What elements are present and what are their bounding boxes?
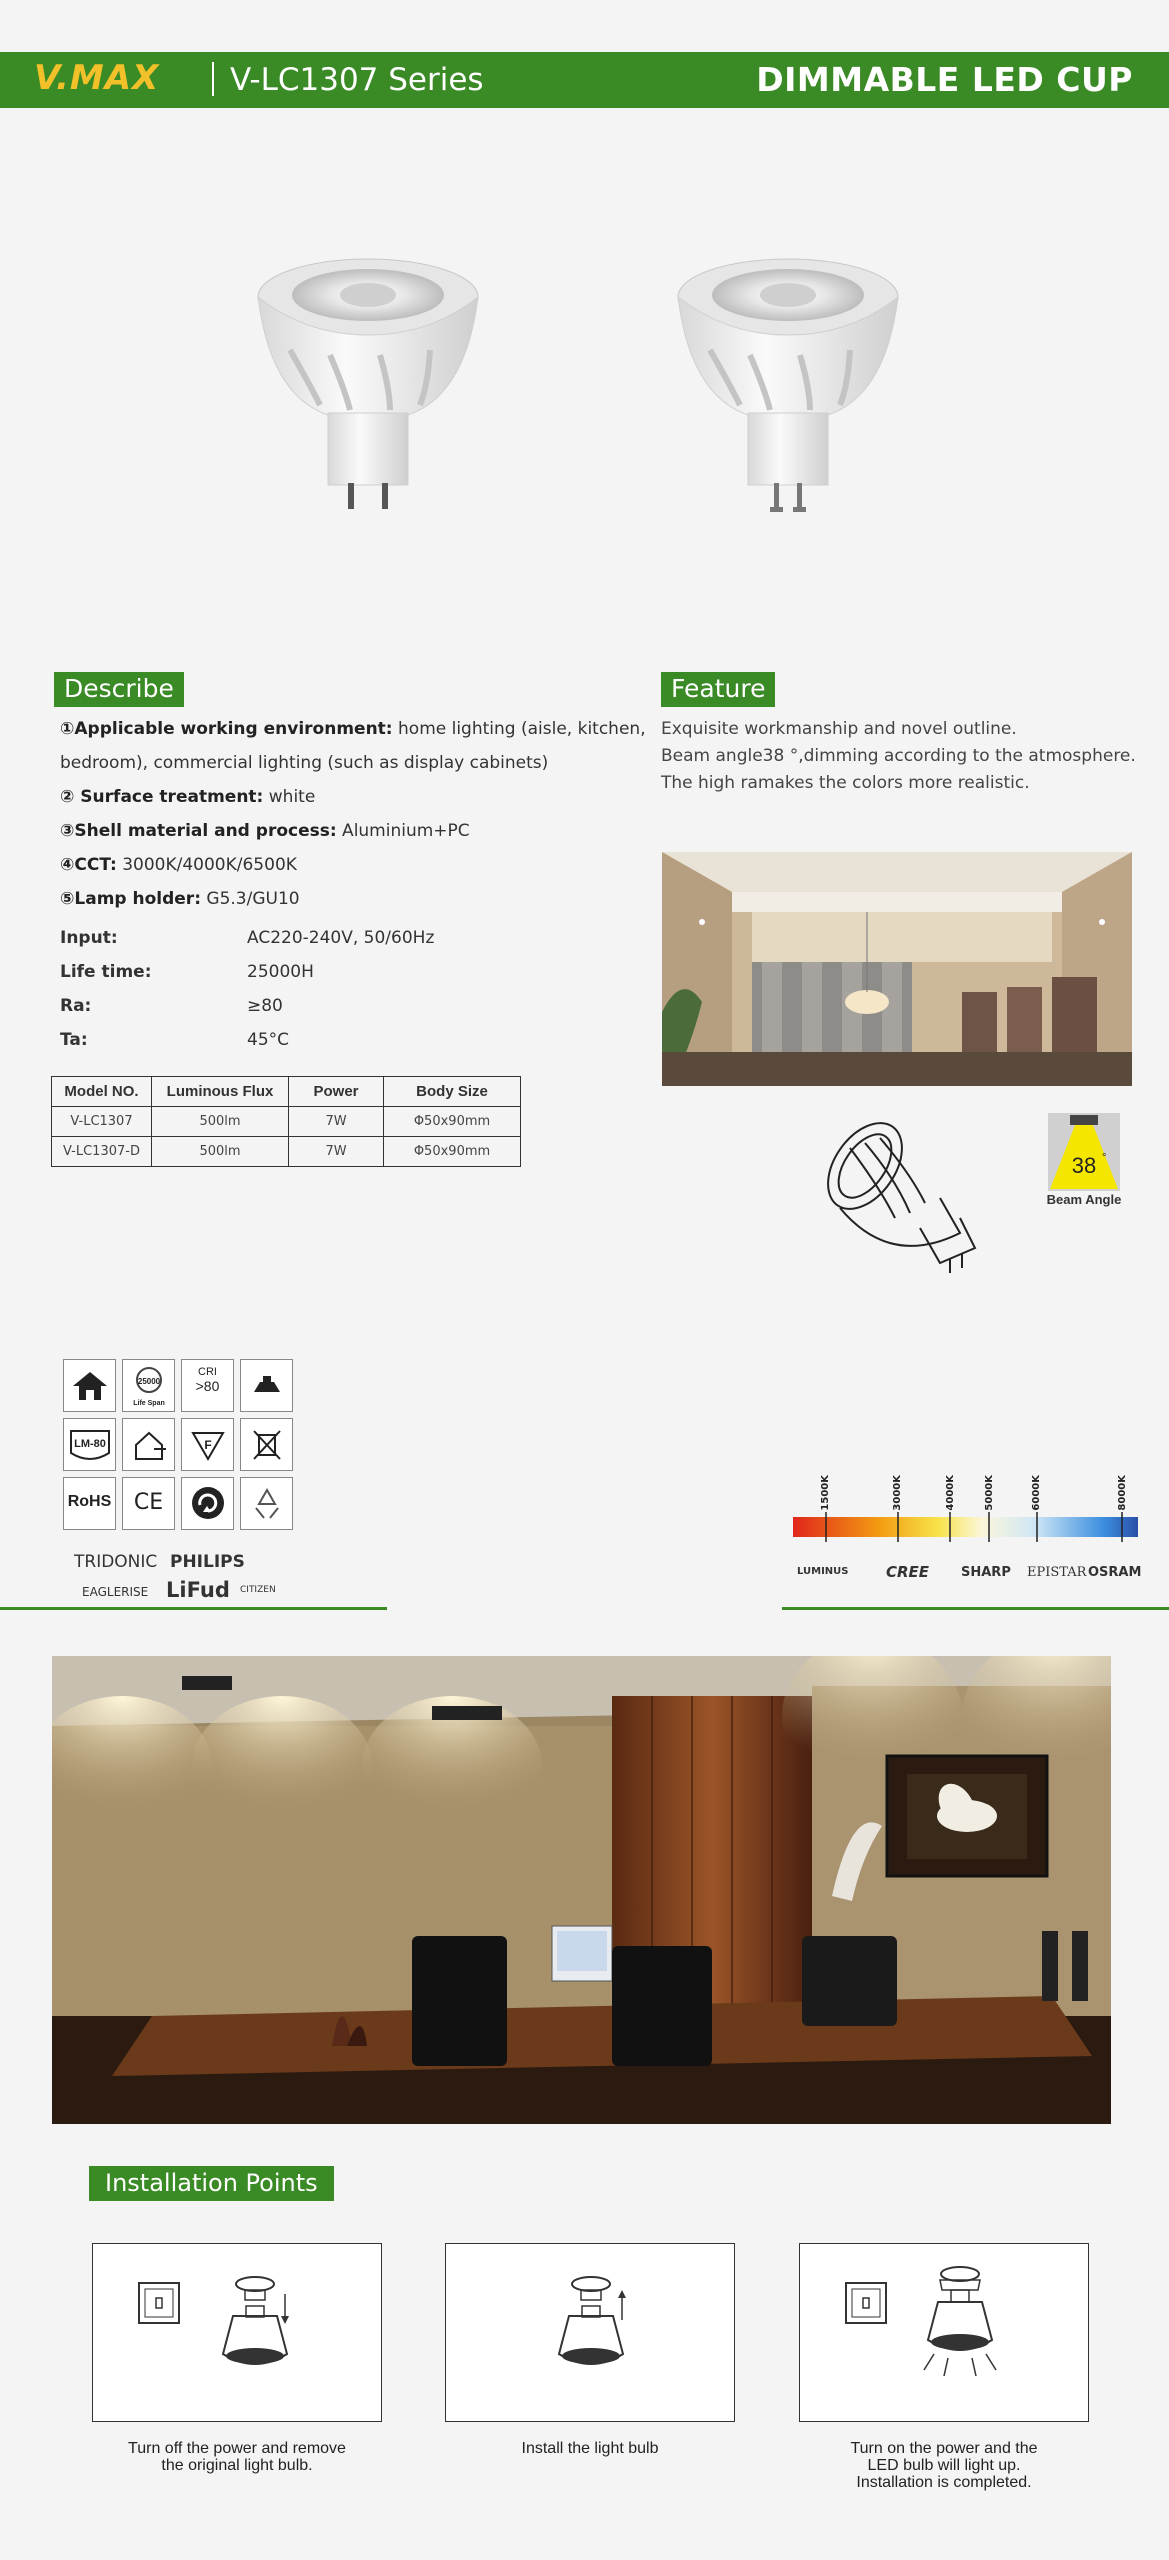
install-step-1-box	[92, 2243, 382, 2422]
install-step-3-box	[799, 2243, 1089, 2422]
installation-heading: Installation Points	[89, 2166, 334, 2201]
divider-left	[0, 1607, 387, 1610]
spec-ta-value: 45°C	[247, 1030, 290, 1050]
cri-icon: CRI >80	[181, 1359, 234, 1412]
cct-color-bar	[793, 1512, 1138, 1542]
table-row	[52, 1137, 521, 1167]
beam-angle-unit: °	[1102, 1152, 1107, 1164]
beam-angle-icon	[1048, 1113, 1120, 1191]
desc-line-4: ③Shell material and process: Aluminium+PC	[60, 821, 470, 841]
brand-lifud: LiFud	[166, 1578, 230, 1602]
divider-right	[782, 1607, 1169, 1610]
brand-tridonic: TRIDONIC	[74, 1552, 158, 1572]
beam-angle-value: 38	[1071, 1153, 1097, 1178]
cct-label-1500k: 1500K	[820, 1475, 831, 1511]
spec-lifetime-label: Life time:	[60, 962, 152, 982]
ce-icon: CE	[122, 1477, 175, 1530]
product-type-title: DIMMABLE LED CUP	[756, 60, 1133, 99]
remove-bulb-illustration	[93, 2244, 383, 2423]
spec-ra-label: Ra:	[60, 996, 92, 1016]
header-divider	[212, 62, 214, 96]
table-header: Luminous Flux	[152, 1077, 289, 1107]
feature-line-2: Beam angle38 °,dimming according to the atmosphere.	[661, 746, 1136, 766]
brand-luminus: LUMINUS	[797, 1566, 849, 1577]
office-interior-photo	[52, 1656, 1111, 2124]
describe-heading: Describe	[54, 672, 184, 707]
spec-ra-value: ≥80	[247, 996, 283, 1016]
cct-label-4000k: 4000K	[945, 1475, 956, 1511]
indoor-use-icon	[122, 1418, 175, 1471]
table-header: Model NO.	[52, 1077, 152, 1107]
spec-ta-label: Ta:	[60, 1030, 88, 1050]
brand-cree: CREE	[886, 1563, 930, 1581]
spec-input-label: Input:	[60, 928, 118, 948]
table-row	[52, 1107, 521, 1137]
room-interior-photo	[662, 852, 1132, 1086]
rohs-icon: RoHS	[63, 1477, 116, 1530]
series-title: V-LC1307 Series	[230, 62, 484, 98]
product-image-gu10	[670, 255, 910, 525]
svg-text:25000: 25000	[137, 1377, 160, 1386]
weee-bin-icon	[240, 1418, 293, 1471]
life-span-icon	[122, 1359, 175, 1412]
spec-lifetime-value: 25000H	[247, 962, 314, 982]
beam-angle-label: Beam Angle	[1046, 1192, 1122, 1207]
recycle-icon	[240, 1477, 293, 1530]
table-header: Body Size	[384, 1077, 521, 1107]
light-up-illustration	[800, 2244, 1090, 2423]
svg-text:Life Span: Life Span	[132, 1400, 165, 1407]
desc-line-6: ⑤Lamp holder: G5.3/GU10	[60, 889, 300, 909]
table-cell: 500lm	[152, 1107, 289, 1137]
lm80-icon	[63, 1418, 116, 1471]
refresh-icon	[181, 1477, 234, 1530]
spec-input-value: AC220-240V, 50/60Hz	[247, 928, 435, 948]
table-cell: Φ50x90mm	[384, 1107, 521, 1137]
f-mark-icon	[181, 1418, 234, 1471]
svg-text:LM-80: LM-80	[73, 1438, 106, 1450]
table-cell: Φ50x90mm	[384, 1137, 521, 1167]
desc-line-2: bedroom), commercial lighting (such as display cabinets)	[60, 753, 549, 773]
brand-sharp: SHARP	[961, 1565, 1011, 1580]
install-step-1-text: Turn off the power and remove the original light bulb.	[128, 2440, 346, 2474]
brand-osram: OSRAM	[1088, 1565, 1142, 1580]
install-step-2-box	[445, 2243, 735, 2422]
install-bulb-illustration	[446, 2244, 736, 2423]
lamp-outline-drawing	[810, 1118, 990, 1273]
cct-label-6000k: 6000K	[1031, 1475, 1042, 1511]
install-step-2-text: Install the light bulb	[521, 2440, 659, 2457]
brand-epistar: EPISTAR	[1027, 1565, 1087, 1580]
install-step-3-text: Turn on the power and the LED bulb will light up. Installation is completed.	[850, 2440, 1038, 2491]
table-cell: V-LC1307-D	[52, 1137, 152, 1167]
table-cell: 500lm	[152, 1137, 289, 1167]
brand-eaglerise: EAGLERISE	[82, 1585, 149, 1599]
table-header: Power	[289, 1077, 384, 1107]
desc-line-5: ④CCT: 3000K/4000K/6500K	[60, 855, 297, 875]
svg-text:F: F	[203, 1438, 212, 1452]
cct-label-3000k: 3000K	[892, 1475, 903, 1511]
brand-philips: PHILIPS	[170, 1552, 245, 1572]
cct-label-5000k: 5000K	[984, 1475, 995, 1511]
brand-citizen: CITIZEN	[240, 1585, 276, 1595]
cct-label-8000k: 8000K	[1117, 1475, 1128, 1511]
table-header-row	[52, 1077, 521, 1107]
product-image-gu53	[250, 255, 490, 525]
table-cell: V-LC1307	[52, 1107, 152, 1137]
brand-logo: V.MAX	[34, 58, 160, 98]
table-cell: 7W	[289, 1137, 384, 1167]
desc-line-1: ①Applicable working environment: home lighting (aisle, kitchen,	[60, 719, 646, 739]
table-cell: 7W	[289, 1107, 384, 1137]
home-icon	[63, 1359, 116, 1412]
feature-line-1: Exquisite workmanship and novel outline.	[661, 719, 1017, 739]
feature-heading: Feature	[661, 672, 775, 707]
header-bar	[0, 52, 1169, 108]
dimmable-icon	[240, 1359, 293, 1412]
feature-line-3: The high ramakes the colors more realistic.	[661, 773, 1030, 793]
model-table	[51, 1076, 521, 1167]
desc-line-3: ② Surface treatment: white	[60, 787, 316, 807]
